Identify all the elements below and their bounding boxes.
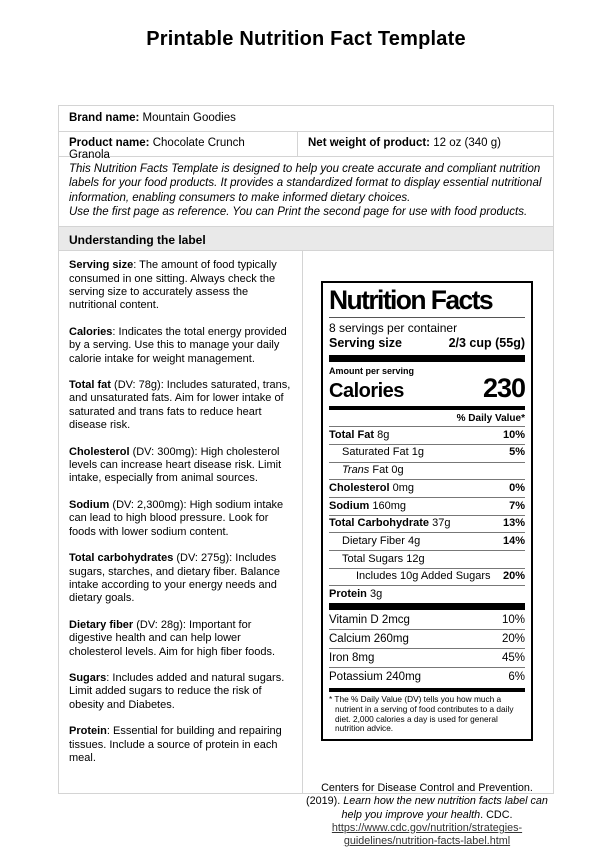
micro-row-iron: Iron 8mg 45% [329, 648, 525, 667]
product-name-cell [59, 132, 298, 161]
definitions-column [59, 251, 303, 793]
definition-sugars: Sugars: Includes added and natural sugars. Limit added sugars to reduce the risk of obesity and Diabetes. [69, 671, 285, 711]
product-name-value: Chocolate Crunch Granola [69, 137, 245, 161]
micro-row-calcium: Calcium 260mg 20% [329, 629, 525, 648]
citation-text-after: . CDC. [480, 808, 513, 821]
definition-cholesterol: Cholesterol (DV: 300mg): High cholesterol levels can increase heart disease risk. Limit intake, especially from animal sources. [69, 445, 282, 485]
daily-value-footnote: * The % Daily Value (DV) tells you how much a nutrient in a serving of food contributes to a daily diet. 2,000 calories a day is used for general nutrition advice. [329, 694, 514, 734]
description-paragraph-1: This Nutrition Facts Template is designed to help you create accurate and compliant nutrition labels for your food products. It provides a standardized format to display essential nutritional information, enabling consumers to make informed dietary choices. [69, 163, 542, 204]
template-table [58, 105, 554, 848]
definition-calories: Calories: Indicates the total energy provided by a serving. Use this to manage your daily calorie intake for weight management. [69, 325, 287, 365]
content-row [59, 251, 553, 848]
template-description [59, 157, 553, 227]
calories-row: Calories 230 [329, 373, 525, 404]
nutrient-row-total-fat: Total Fat 8g 10% [329, 426, 525, 444]
definition-sodium: Sodium (DV: 2,300mg): High sodium intake can lead to high blood pressure. Look for foods with lower sodium content. [69, 498, 284, 538]
brand-name-row [59, 106, 553, 132]
nutrient-row-saturated-fat: Saturated Fat 1g 5% [329, 444, 525, 462]
micro-row-potassium: Potassium 240mg 6% [329, 667, 525, 686]
understanding-label-header: Understanding the label [59, 227, 553, 251]
net-weight-value: 12 oz (340 g) [433, 137, 501, 149]
definition-serving-size: Serving size: The amount of food typically consumed in one sitting. Always check the serving size to accurately assess the nutritional content. [69, 259, 277, 312]
cdc-link[interactable]: https://www.cdc.gov/nutrition/strategies-guidelines/nutrition-facts-label.html [331, 821, 523, 848]
thick-divider-bar [329, 355, 525, 362]
nutrient-row-protein: Protein 3g [329, 585, 525, 603]
brand-name-value: Mountain Goodies [142, 112, 236, 124]
daily-value-header: % Daily Value* [456, 413, 525, 425]
nutrient-row-total-sugars: Total Sugars 12g [329, 550, 525, 568]
servings-per-container: 8 servings per container [329, 321, 458, 336]
brand-name-label: Brand name: [69, 112, 140, 124]
nutrient-row-dietary-fiber: Dietary Fiber 4g 14% [329, 532, 525, 550]
nutrition-facts-label [321, 281, 533, 741]
definition-protein: Protein: Essential for building and repairing tissues. Include a source of protein in each meal. [69, 725, 282, 764]
page-title: Printable Nutrition Fact Template [146, 28, 466, 50]
definition-dietary-fiber: Dietary fiber (DV: 28g): Important for digestive health and can help lower cholesterol levels. Aim for high fiber foods. [69, 618, 276, 658]
serving-size-row: Serving size 2/3 cup (55g) [329, 336, 525, 351]
net-weight-label: Net weight of product: [308, 137, 431, 149]
micro-row-vitamin-d: Vitamin D 2mcg 10% [329, 614, 525, 627]
cdc-citation [305, 782, 549, 848]
citation-text: Centers for Disease Control and Prevention. (2019). [306, 782, 533, 808]
thick-divider-bar [329, 603, 525, 610]
nutrient-row-trans-fat: Trans Fat 0g [329, 462, 525, 480]
product-row [59, 132, 553, 161]
micronutrients-section [329, 610, 525, 688]
nutrient-row-added-sugars: Includes 10g Added Sugars 20% [329, 568, 525, 586]
definition-total-carbohydrates: Total carbohydrates (DV: 275g): Includes sugars, starches, and dietary fiber. Balance intake according to your energy needs and dietary goals. [69, 552, 280, 605]
product-name-label: Product name: [69, 137, 150, 149]
nutrient-row-total-carbohydrate: Total Carbohydrate 37g 13% [329, 515, 525, 533]
net-weight-cell [298, 132, 553, 156]
nutrient-row-sodium: Sodium 160mg 7% [329, 497, 525, 515]
nutrient-row-cholesterol: Cholesterol 0mg 0% [329, 479, 525, 497]
description-paragraph-2: Use the first page as reference. You can Print the second page for use with food products. [69, 205, 528, 218]
label-column [303, 251, 553, 848]
amount-per-serving: Amount per serving [329, 366, 415, 377]
citation-italic-title: Learn how the new nutrition facts label can help you improve your health [341, 795, 548, 821]
nutrition-facts-title: Nutrition Facts [329, 287, 525, 318]
definition-total-fat: Total fat (DV: 78g): Includes saturated, trans, and unsaturated fats. Aim for lower intake of saturated and trans fats to reduce heart disease risk. [69, 379, 291, 432]
